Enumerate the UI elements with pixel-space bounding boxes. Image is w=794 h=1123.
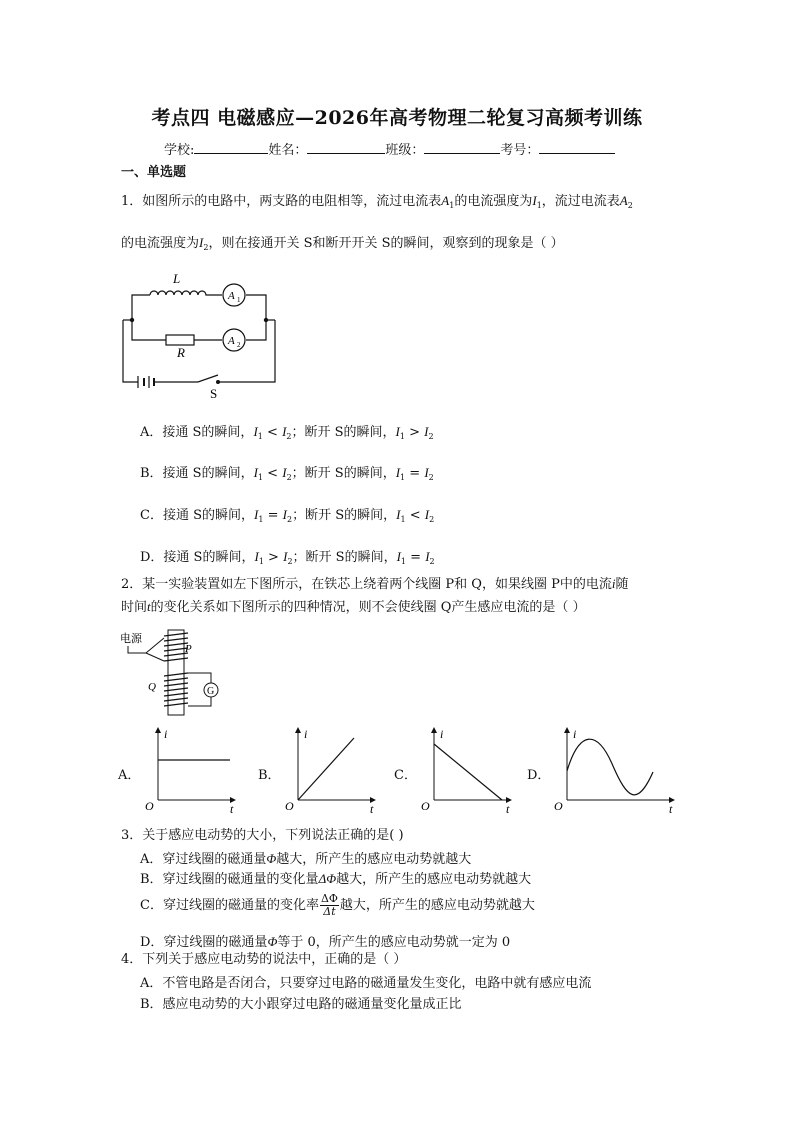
current-curve	[434, 744, 502, 800]
q2-apparatus-diagram	[118, 628, 228, 718]
class-label: 班级：	[385, 143, 425, 158]
q3-option-b: B．穿过线圈的磁通量的变化量ΔΦ越大，所产生的感应电动势就越大	[140, 871, 532, 887]
resistor-label: R	[177, 345, 185, 360]
y-axis-label: i	[440, 727, 444, 741]
page-title: 考点四 电磁感应—2026年高考物理二轮复习高频考训练	[151, 107, 643, 129]
name-label: 姓名：	[268, 143, 308, 158]
switch-label: S	[210, 386, 218, 400]
q1-option-c: C．接通 S的瞬间，$I_1 = I_2$；断开 S的瞬间，$I_1 < I_2$	[140, 507, 435, 524]
x-axis-label: t	[506, 802, 510, 816]
origin-label: O	[421, 799, 430, 813]
q3-option-a: A．穿过线圈的磁通量Φ越大，所产生的感应电动势就越大	[140, 851, 472, 867]
coil-q-label: Q	[148, 681, 156, 693]
q3-option-c: C．穿过线圈的磁通量的变化率 $\frac{\Delta\Phi}{\Delta t}$ 越大，所产生的感应电动势就越大	[140, 892, 535, 918]
class-field[interactable]	[424, 141, 500, 154]
ammeter2-sub: 2	[237, 341, 241, 349]
number-label: 考号：	[500, 143, 540, 158]
origin-label: O	[145, 799, 154, 813]
inductor-label: L	[173, 271, 181, 286]
q1-line2: 的电流强度为$I_2$，则在接通开关 S和断开开关 S的瞬间，观察到的现象是（ ）	[121, 235, 564, 252]
q3-option-d: D．穿过线圈的磁通量Φ等于 0，所产生的感应电动势就一定为 0	[140, 934, 511, 950]
ammeter2-label: A	[228, 335, 235, 347]
y-axis-label: i	[304, 727, 308, 741]
q2-option-label-b: B．	[258, 768, 281, 783]
q2-line1: 2．某一实验装置如左下图所示，在铁芯上绕着两个线圈 P和 Q，如果线圈 P中的电流i随	[121, 576, 629, 592]
y-axis-label: i	[164, 727, 168, 741]
school-field[interactable]	[194, 141, 268, 154]
q1-option-d: D．接通 S的瞬间，$I_1 > I_2$；断开 S的瞬间，$I_1 = I_2$	[140, 549, 435, 566]
q2-line2: 时间t的变化关系如下图所示的四种情况，则不会使线圈 Q产生感应电流的是（ ）	[121, 599, 586, 615]
q1-option-a: A．接通 S的瞬间，$I_1 < I_2$；断开 S的瞬间，$I_1 > I_2$	[140, 424, 434, 441]
q2-graph-b	[282, 726, 412, 816]
q4-option-b: B．感应电动势的大小跟穿过电路的磁通量变化量成正比	[140, 997, 462, 1012]
q1-option-b: B．接通 S的瞬间，$I_1 < I_2$；断开 S的瞬间，$I_1 = I_2$	[140, 465, 434, 482]
q2-option-label-a: A．	[118, 768, 141, 783]
current-curve	[567, 739, 653, 795]
x-axis-label: t	[230, 802, 234, 816]
name-field[interactable]	[307, 141, 385, 154]
q1-line1: 1．如图所示的电路中，两支路的电阻相等，流过电流表$A_1$的电流强度为$I_1$，流过电流表$A_2$	[121, 193, 633, 210]
origin-label: O	[285, 799, 294, 813]
q4-stem: 4．下列关于感应电动势的说法中，正确的是（ ）	[121, 952, 407, 967]
q2-option-label-c: C．	[394, 768, 417, 783]
origin-label: O	[554, 799, 563, 813]
current-curve	[298, 738, 354, 800]
q2-graph-d	[551, 726, 681, 816]
ammeter1-sub: 1	[237, 296, 241, 304]
x-axis-label: t	[370, 802, 374, 816]
q4-option-a: A．不管电路是否闭合，只要穿过电路的磁通量发生变化，电路中就有感应电流	[140, 976, 592, 991]
y-axis-label: i	[573, 727, 577, 741]
coil-p-label: P	[185, 643, 192, 655]
q1-circuit-diagram	[118, 265, 288, 400]
rate-fraction: $\frac{\Delta\Phi}{\Delta t}$	[320, 892, 338, 918]
ammeter1-label: A	[228, 290, 235, 302]
q2-graph-a	[142, 726, 272, 816]
q2-option-label-d: D．	[527, 768, 551, 783]
student-info-line	[164, 139, 615, 158]
x-axis-label: t	[669, 802, 673, 816]
section-heading: 一、单选题	[121, 165, 187, 180]
number-field[interactable]	[539, 141, 615, 154]
power-source-label: 电源	[120, 632, 142, 645]
school-label: 学校:	[164, 143, 195, 158]
galvanometer-label: G	[207, 686, 215, 697]
q3-stem: 3．关于感应电动势的大小，下列说法正确的是( )	[121, 828, 404, 843]
